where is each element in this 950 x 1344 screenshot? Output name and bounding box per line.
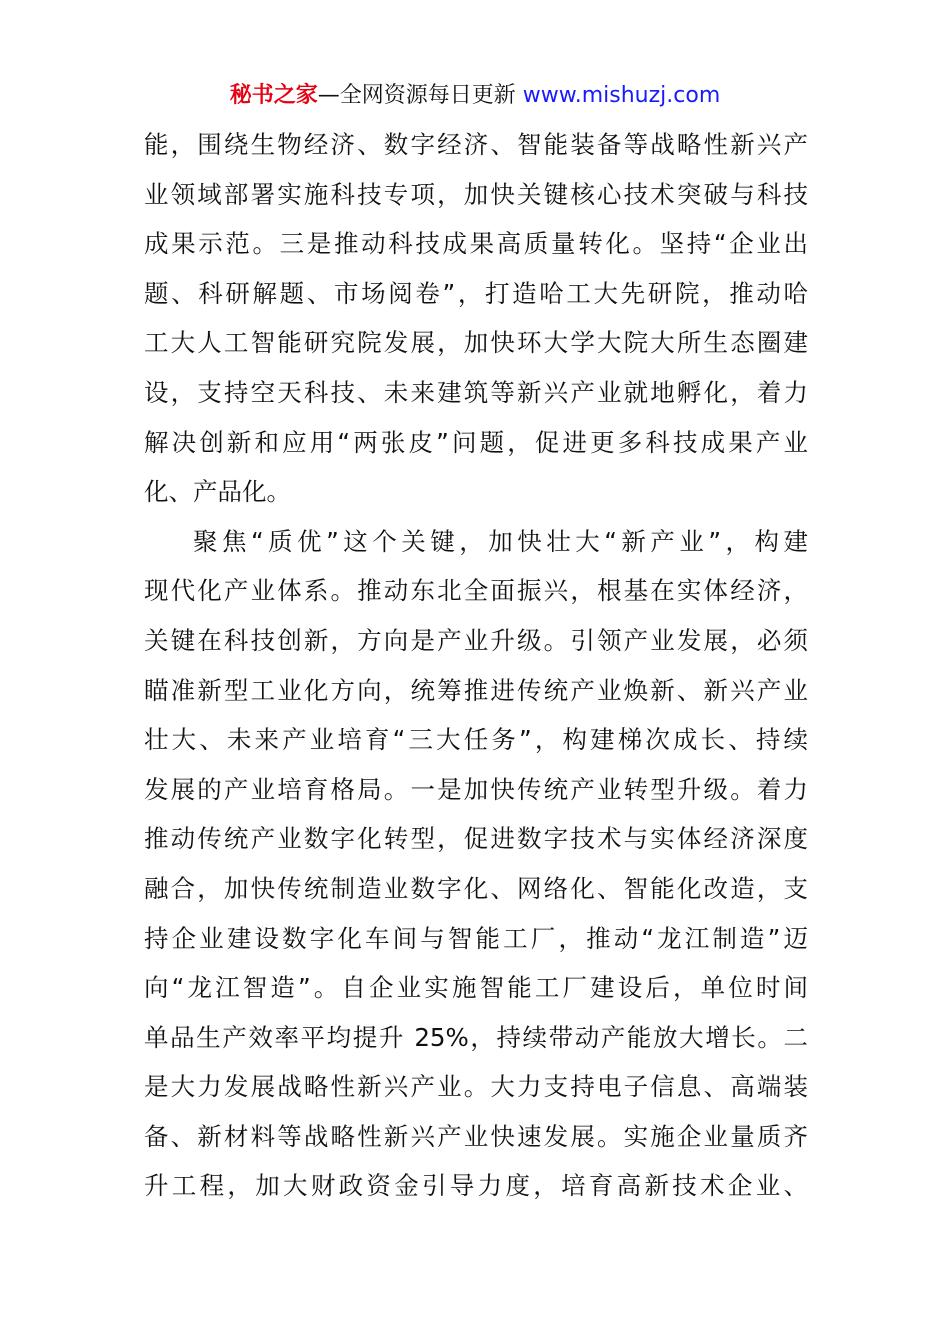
text-line: 现代化产业体系。推动东北全面振兴，根基在实体经济，	[144, 576, 808, 606]
document-body	[144, 120, 808, 1211]
text-line: 推动传统产业数字化转型，促进数字技术与实体经济深度	[144, 824, 808, 854]
text-line: 成果示范。三是推动科技成果高质量转化。坚持“企业出	[144, 229, 808, 259]
site-tagline: —全网资源每日更新	[317, 83, 516, 108]
text-line: 聚焦“质优”这个关键，加快壮大“新产业”，构建	[193, 526, 808, 556]
text-line: 能，围绕生物经济、数字经济、智能装备等战略性新兴产	[144, 130, 808, 159]
text-line: 是大力发展战略性新兴产业。大力支持电子信息、高端装	[144, 1072, 808, 1102]
text-line: 设，支持空天科技、未来建筑等新兴产业就地孵化，着力	[144, 377, 808, 407]
text-line: 备、新材料等战略性新兴产业快速发展。实施企业量质齐	[144, 1121, 808, 1151]
text-line: 工大人工智能研究院发展，加快环大学大院大所生态圈建	[144, 328, 808, 358]
text-line: 题、科研解题、市场阅卷”，打造哈工大先研院，推动哈	[144, 278, 808, 308]
text-line: 业领域部署实施科技专项，加快关键核心技术突破与科技	[144, 179, 808, 209]
site-url-link[interactable]: www.mishuzj.com	[522, 83, 721, 108]
text-line: 瞄准新型工业化方向，统筹推进传统产业焕新、新兴产业	[144, 675, 808, 705]
site-header	[0, 78, 950, 114]
text-line: 壮大、未来产业培育“三大任务”，构建梯次成长、持续	[144, 725, 808, 755]
text-line: 升工程，加大财政资金引导力度，培育高新技术企业、	[144, 1171, 808, 1201]
site-brand: 秘书之家	[229, 83, 318, 108]
text-line: 关键在科技创新，方向是产业升级。引领产业发展，必须	[144, 625, 808, 655]
paragraph	[144, 120, 808, 517]
text-line: 持企业建设数字化车间与智能工厂，推动“龙江制造”迈	[144, 923, 808, 953]
text-line: 化、产品化。	[144, 477, 291, 507]
text-line: 向“龙江智造”。自企业实施智能工厂建设后，单位时间	[144, 973, 808, 1003]
text-line: 发展的产业培育格局。一是加快传统产业转型升级。着力	[144, 774, 808, 804]
text-line: 单品生产效率平均提升 25%，持续带动产能放大增长。二	[144, 1022, 808, 1052]
text-line: 解决创新和应用“两张皮”问题，促进更多科技成果产业	[144, 427, 808, 457]
paragraph	[144, 517, 808, 1211]
text-line: 融合，加快传统制造业数字化、网络化、智能化改造，支	[144, 873, 808, 903]
